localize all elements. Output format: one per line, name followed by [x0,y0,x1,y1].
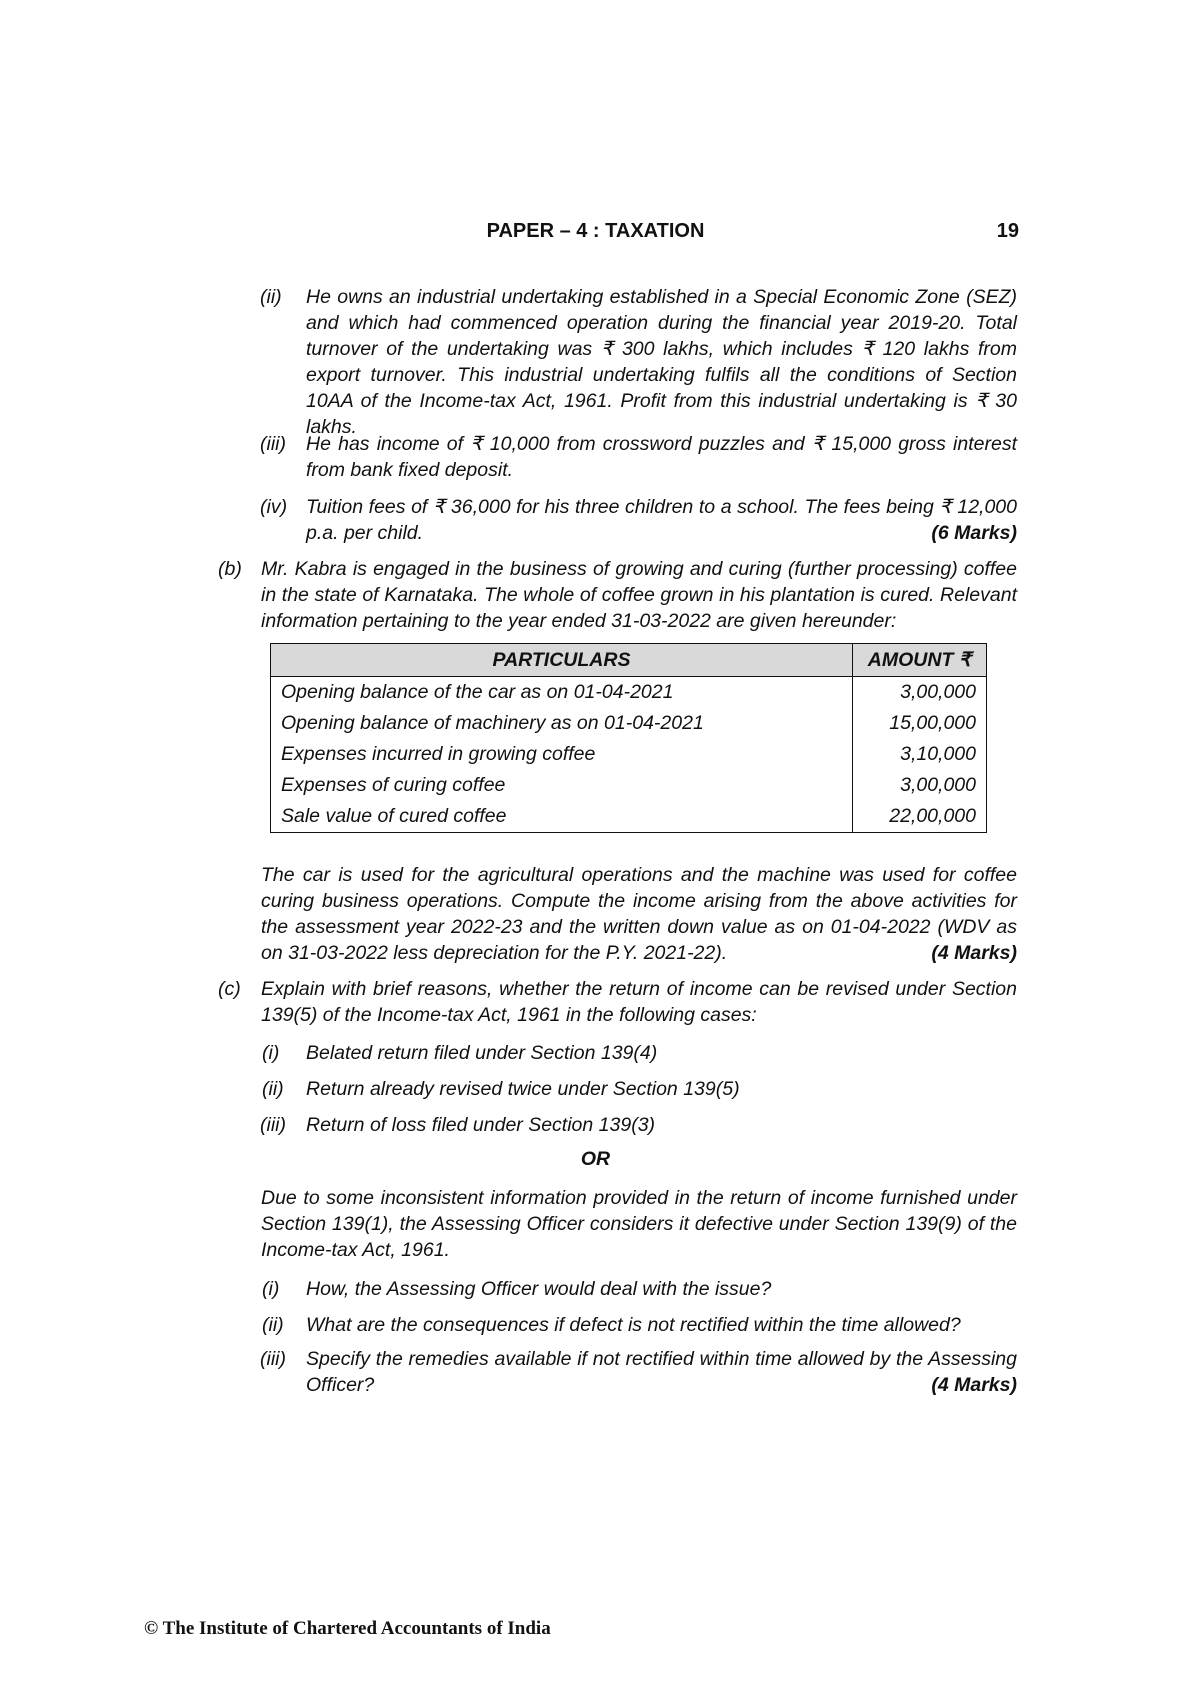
marks-label: (4 Marks) [931,942,1017,964]
part-b-intro: Mr. Kabra is engaged in the business of growing and curing (further processing) coffee in the state of Karnataka. The whole of coffee grown in his plantation is cured. Relevant information pertaining to the year ended 31-03-2022 are given hereunder: [261,558,1017,632]
table-header-row [271,644,987,677]
table-cell-particular: Sale value of cured coffee [271,801,853,833]
item-text: Tuition fees of ₹ 36,000 for his three children to a school. The fees being ₹ 12,000 p.a. per child. [306,496,1017,544]
part-b-after-block [261,862,1017,966]
table-row [271,770,987,801]
table-row [271,677,987,709]
table-cell-amount: 15,00,000 [853,708,987,739]
part-c-intro: Explain with brief reasons, whether the return of income can be revised under Section 139(5) of the Income-tax Act, 1961 in the following cases: [261,978,1017,1026]
table-cell-amount: 3,10,000 [853,739,987,770]
table-cell-amount: 22,00,000 [853,801,987,833]
table-cell-particular: Opening balance of the car as on 01-04-2021 [271,677,853,709]
table-cell-amount: 3,00,000 [853,770,987,801]
item-text: He has income of ₹ 10,000 from crossword puzzles and ₹ 15,000 gross interest from bank fixed deposit. [306,433,1017,481]
item-block [306,494,1017,546]
table-row [271,801,987,833]
part-b-after-text: The car is used for the agricultural operations and the machine was used for coffee curing business operations. Compute the income arising from the above activities for the assessment year 2022-23 and the written down value as on 01-04-2022 (WDV as on 31-03-2022 less depreciation for the P.Y. 2021-22). [261,864,1017,964]
table-header-particulars: PARTICULARS [271,644,853,677]
paper-title: PAPER – 4 : TAXATION [486,220,705,242]
item-number: (ii) [262,1314,284,1336]
item-number: (i) [262,1278,280,1300]
item-text: Return already revised twice under Section 139(5) [306,1078,740,1100]
particulars-table [270,643,987,833]
table-cell-particular: Expenses of curing coffee [271,770,853,801]
table-row [271,739,987,770]
item-number: (ii) [262,1078,284,1100]
item-number: (i) [262,1042,280,1064]
item-text: He owns an industrial undertaking established in a Special Economic Zone (SEZ) and which had commenced operation during the financial year 2019-20. Total turnover of the undertaking was ₹ 300 lakhs, which includes ₹ 120 lakhs from export turnover. This industrial undertaking fulfils all the conditions of Section 10AA of the Income-tax Act, 1961. Profit from this industrial undertaking is ₹ 30 lakhs. [306,286,1017,438]
marks-label: (6 Marks) [931,522,1017,544]
or-separator: OR [580,1148,611,1170]
marks-label: (4 Marks) [931,1374,1017,1396]
item-text: What are the consequences if defect is not rectified within the time allowed? [306,1314,961,1336]
item-text: How, the Assessing Officer would deal with the issue? [306,1278,772,1300]
part-b-number: (b) [218,558,242,580]
footer-copyright: © The Institute of Chartered Accountants of India [144,1618,551,1639]
item-block [306,1346,1017,1398]
table-cell-amount: 3,00,000 [853,677,987,709]
item-text: Specify the remedies available if not rectified within time allowed by the Assessing Officer? [306,1348,1017,1396]
item-text: Belated return filed under Section 139(4) [306,1042,658,1064]
item-number: (iv) [260,496,288,518]
item-text: Return of loss filed under Section 139(3) [306,1114,656,1136]
item-number: (iii) [260,433,286,455]
part-c-number: (c) [218,978,241,1000]
table-cell-particular: Expenses incurred in growing coffee [271,739,853,770]
page-number: 19 [996,220,1019,242]
table-cell-particular: Opening balance of machinery as on 01-04-2021 [271,708,853,739]
item-number: (ii) [260,286,282,308]
table-header-amount: AMOUNT ₹ [853,644,987,677]
item-number: (iii) [260,1348,286,1370]
page-header [0,220,1191,250]
item-number: (iii) [260,1114,286,1136]
table-row [271,708,987,739]
or-intro: Due to some inconsistent information provided in the return of income furnished under Section 139(1), the Assessing Officer considers it defective under Section 139(9) of the Income-tax Act, 1961. [261,1187,1017,1261]
